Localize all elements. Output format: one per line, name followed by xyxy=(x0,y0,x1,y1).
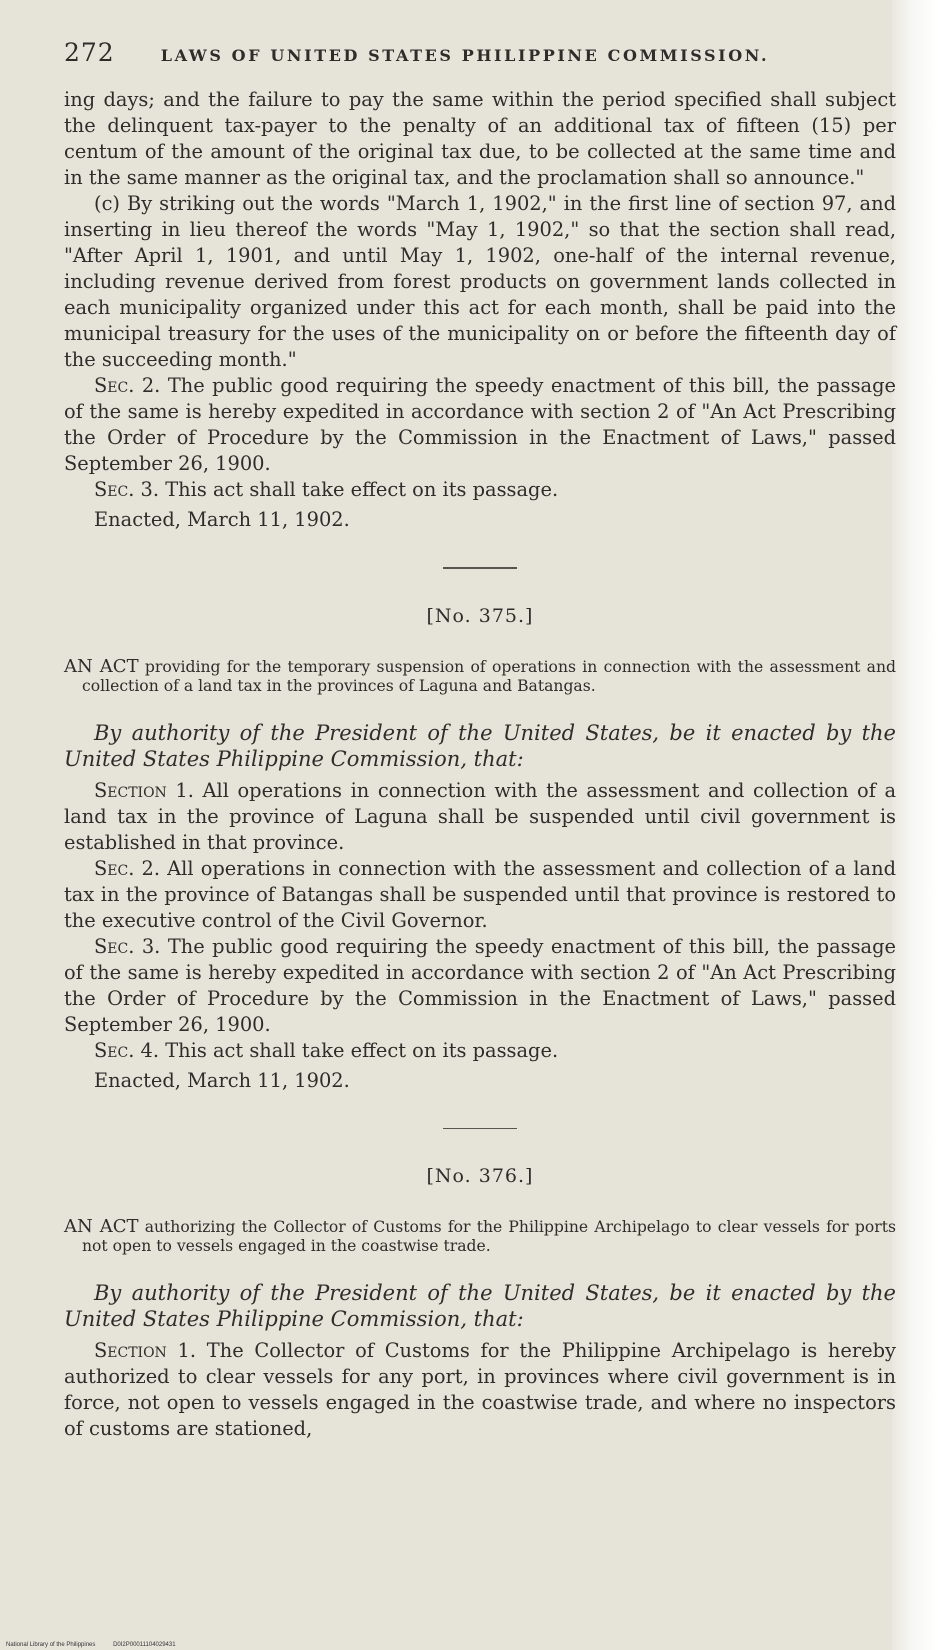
act-title-lead: AN ACT xyxy=(64,1216,139,1237)
section-text: All operations in connection with the assessment and collection of a land tax in the province of Batangas shall be suspended until that province is restored to the executive control of the Civil Governor. xyxy=(64,856,896,932)
section-paragraph xyxy=(64,373,896,477)
section-text: This act shall take effect on its passage. xyxy=(165,478,559,501)
section-divider xyxy=(443,567,517,569)
section-text: The public good requiring the speedy enactment of this bill, the passage of the same is hereby expedited in accordance with section 2 of "An Act Prescribing the Order of Procedure by the Commission in the Enactment of Laws," passed September 26, 1900. xyxy=(64,374,896,475)
section-paragraph xyxy=(64,778,896,856)
section-paragraph xyxy=(64,477,896,503)
running-title: LAWS OF UNITED STATES PHILIPPINE COMMISSION. xyxy=(160,46,770,65)
section-paragraph xyxy=(64,1038,896,1064)
act-title xyxy=(64,657,896,696)
section-text: The public good requiring the speedy enactment of this bill, the passage of the same is hereby expedited in accordance with section 2 of "An Act Prescribing the Order of Procedure by the Commission in the Enactment of Laws," passed September 26, 1900. xyxy=(64,934,896,1036)
section-label: Sec. 3. xyxy=(94,478,160,501)
page-number: 272 xyxy=(64,38,115,67)
section-divider xyxy=(443,1128,517,1130)
enacting-clause: By authority of the President of the United States, be it enacted by the United States Philippine Commission, that: xyxy=(64,1281,896,1331)
section-label: Sec. 2. xyxy=(94,856,161,880)
section-paragraph xyxy=(64,1338,896,1442)
library-credit: National Library of the Philippines xyxy=(6,1642,96,1648)
act-title-text: providing for the temporary suspension of operations in connection with the assessment and collection of a land tax in the provinces of Laguna and Batangas. xyxy=(82,657,896,695)
act-title-text: authorizing the Collector of Customs for the Philippine Archipelago to clear vessels for ports not open to vessels engaged in the coastwise trade. xyxy=(82,1218,896,1255)
section-paragraph xyxy=(64,856,896,934)
page-edge-strip xyxy=(892,0,938,1650)
running-head xyxy=(64,38,896,67)
act-number: [No. 376.] xyxy=(426,1165,534,1187)
continuation-paragraph: ing days; and the failure to pay the same within the period specified shall subject the delinquent tax-payer to the penalty of an additional tax of fifteen (15) per centum of the amount of the original tax due, to be collected at the same time and in the same manner as the original tax, and the proclamation shall so announce." xyxy=(64,88,896,189)
act-title xyxy=(64,1217,896,1256)
section-paragraph xyxy=(64,934,896,1038)
act-number: [No. 375.] xyxy=(426,604,534,627)
image-code: D0I2P00011104029431 xyxy=(113,1642,176,1648)
amendment-c-paragraph: (c) By striking out the words "March 1, 1902," in the first line of section 97, and inserting in lieu thereof the words "May 1, 1902," so that the section shall read, "After April 1, 1901, and until May 1, 1902, one-half of the internal revenue, including revenue derived from forest products on government lands collected in each municipality organized under this act for each month, shall be paid into the municipal treasury for the uses of the municipality on or before the fifteenth day of the succeeding month." xyxy=(64,192,896,371)
section-text: All operations in connection with the assessment and collection of a land tax in the province of Laguna shall be suspended until civil government is established in that province. xyxy=(64,778,897,854)
section-label: Sec. 4. xyxy=(94,1038,160,1062)
act-title-lead: AN ACT xyxy=(64,655,139,677)
section-text: The Collector of Customs for the Philippine Archipelago is hereby authorized to clear vessels for any port, in provinces where civil government is in force, not open to vessels engaged in the coastwise trade, and where no inspectors of customs are stationed, xyxy=(64,1339,896,1440)
section-label: Section 1. xyxy=(94,778,194,802)
enacting-clause: By authority of the President of the United States, be it enacted by the United States Philippine Commission, that: xyxy=(64,720,896,771)
document-page xyxy=(64,38,896,1442)
enacted-date: Enacted, March 11, 1902. xyxy=(94,1068,350,1092)
enacted-date: Enacted, March 11, 1902. xyxy=(94,508,350,531)
section-label: Sec. 3. xyxy=(94,934,161,958)
section-label: Section 1. xyxy=(94,1339,197,1362)
section-label: Sec. 2. xyxy=(94,374,161,397)
scan-footer xyxy=(6,1642,192,1648)
section-text: This act shall take effect on its passage. xyxy=(165,1038,559,1062)
